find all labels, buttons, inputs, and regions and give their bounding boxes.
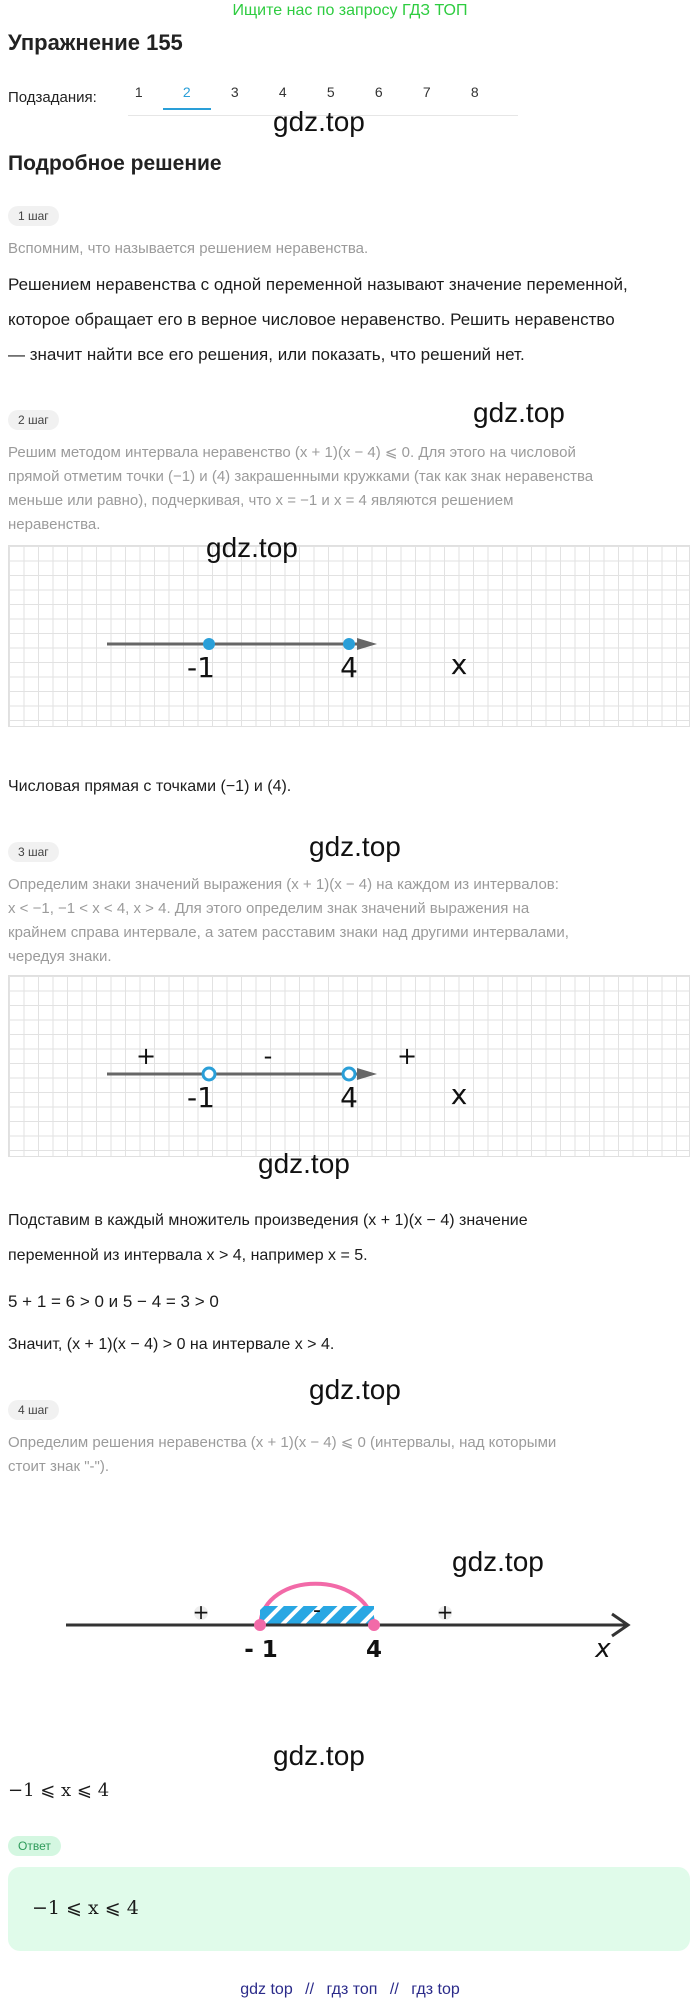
arrow-head-icon (357, 638, 377, 650)
substitution-text (8, 1203, 698, 1273)
step-1-definition (8, 267, 698, 372)
point-minus-1 (203, 638, 215, 650)
tab-subtask-2[interactable]: 2 (163, 84, 211, 110)
definition-line: — значит найти все его решения, или показать, что решений нет. (8, 345, 525, 364)
calculation: 5 + 1 = 6 > 0 и 5 − 4 = 3 > 0 (8, 1292, 219, 1311)
arrow-head-icon (357, 1068, 377, 1080)
sign-plus-left: + (192, 1600, 210, 1624)
answer-box (8, 1867, 690, 1951)
label-minus-1: -1 (187, 1081, 215, 1114)
watermark: gdz.top (473, 397, 565, 428)
footer-link[interactable]: гдз top (411, 1981, 460, 1998)
hint-line: прямой отметим точки (−1) и (4) закрашенными кружками (так как знак неравенства (8, 468, 594, 485)
step-4-hint (8, 1431, 698, 1479)
number-line-figure-1 (8, 532, 690, 727)
answer-value: −1 ⩽ x ⩽ 4 (32, 1897, 139, 1919)
tab-subtask-5[interactable]: 5 (326, 84, 335, 100)
sign-plus-right: + (396, 1042, 418, 1070)
point-4-closed (368, 1619, 380, 1631)
subtask-tabs (8, 84, 499, 110)
point-minus-1-open (203, 1068, 215, 1080)
step-4-result: −1 ⩽ x ⩽ 4 (8, 1780, 110, 1801)
footer-separator: // (389, 1981, 399, 1998)
label-4: 4 (340, 651, 358, 684)
point-4 (343, 638, 355, 650)
figure-1-caption: Числовая прямая с точками (−1) и (4). (8, 778, 292, 795)
hint-line: Определим знаки значений выражения (x + 1)(x − 4) на каждом из интервалов: (8, 876, 559, 893)
axis-label-x: x (450, 1078, 468, 1111)
footer-link[interactable]: gdz top (240, 1981, 293, 1998)
step-2-badge: 2 шаг (8, 410, 59, 430)
sign-conclusion: Значит, (x + 1)(x − 4) > 0 на интервале x > 4. (8, 1336, 335, 1353)
hint-line: Определим решения неравенства (x + 1)(x − 4) ⩽ 0 (интервалы, над которыми (8, 1434, 557, 1451)
footer-links (0, 1981, 700, 1999)
subtasks-label: Подзадания: (8, 88, 97, 106)
tab-subtask-1[interactable]: 1 (134, 84, 143, 100)
step-2-hint (8, 441, 698, 537)
axis-label-x: x (450, 648, 468, 681)
sign-plus-right: + (436, 1600, 454, 1624)
label-minus-1: -1 (187, 651, 215, 684)
label-minus-1: - 1 (244, 1637, 278, 1663)
hint-line: чередуя знаки. (8, 948, 112, 965)
tab-subtask-7[interactable]: 7 (422, 84, 431, 100)
tab-subtask-3[interactable]: 3 (230, 84, 239, 100)
hint-line: x < −1, −1 < x < 4, x > 4. Для этого определим знак значений выражения на (8, 900, 530, 917)
axis-label-x: x (595, 1634, 611, 1664)
watermark: gdz.top (309, 831, 401, 862)
substitution-line: переменной из интервала x > 4, например x = 5. (8, 1247, 368, 1264)
definition-line: Решением неравенства с одной переменной называют значение переменной, (8, 275, 628, 294)
sign-minus-middle: - (313, 1598, 321, 1623)
tab-subtask-8[interactable]: 8 (470, 84, 479, 100)
footer-link[interactable]: гдз топ (326, 1981, 378, 1998)
sign-minus-middle: - (263, 1042, 273, 1070)
section-title: Подробное решение (8, 152, 222, 175)
step-4-badge: 4 шаг (8, 1400, 59, 1420)
tab-subtask-4[interactable]: 4 (278, 84, 287, 100)
substitution-line: Подставим в каждый множитель произведения (x + 1)(x − 4) значение (8, 1212, 528, 1229)
watermark: gdz.top (309, 1374, 401, 1405)
sign-plus-left: + (135, 1042, 157, 1070)
watermark: gdz.top (206, 532, 298, 563)
label-4: 4 (340, 1081, 358, 1114)
step-1-badge: 1 шаг (8, 206, 59, 226)
number-line-figure-2 (8, 975, 690, 1179)
solution-interval-figure (8, 1500, 688, 1700)
tab-subtask-6[interactable]: 6 (374, 84, 383, 100)
watermark: gdz.top (258, 1148, 350, 1179)
page-title: Упражнение 155 (8, 30, 183, 55)
hint-line: крайнем справа интервале, а затем расставим знаки над другими интервалами, (8, 924, 569, 941)
footer-separator: // (305, 1981, 315, 1998)
hint-line: Решим методом интервала неравенство (x + 1)(x − 4) ⩽ 0. Для этого на числовой (8, 444, 576, 461)
top-ad-banner[interactable]: Ищите нас по запросу ГДЗ ТОП (232, 2, 468, 19)
step-3-badge: 3 шаг (8, 842, 59, 862)
watermark: gdz.top (273, 106, 365, 137)
hint-line: меньше или равно), подчеркивая, что x = −1 и x = 4 являются решением (8, 492, 514, 509)
watermark: gdz.top (452, 1546, 544, 1577)
hint-line: неравенства. (8, 516, 101, 533)
watermark: gdz.top (273, 1740, 365, 1771)
definition-line: которое обращает его в верное числовое неравенство. Решить неравенство (8, 310, 615, 329)
label-4: 4 (365, 1637, 383, 1663)
point-4-open (343, 1068, 355, 1080)
answer-badge: Ответ (8, 1836, 61, 1856)
hint-line: стоит знак "-"). (8, 1458, 110, 1475)
step-3-hint (8, 873, 698, 969)
point-minus-1-closed (254, 1619, 266, 1631)
step-1-hint: Вспомним, что называется решением неравенства. (8, 240, 369, 257)
